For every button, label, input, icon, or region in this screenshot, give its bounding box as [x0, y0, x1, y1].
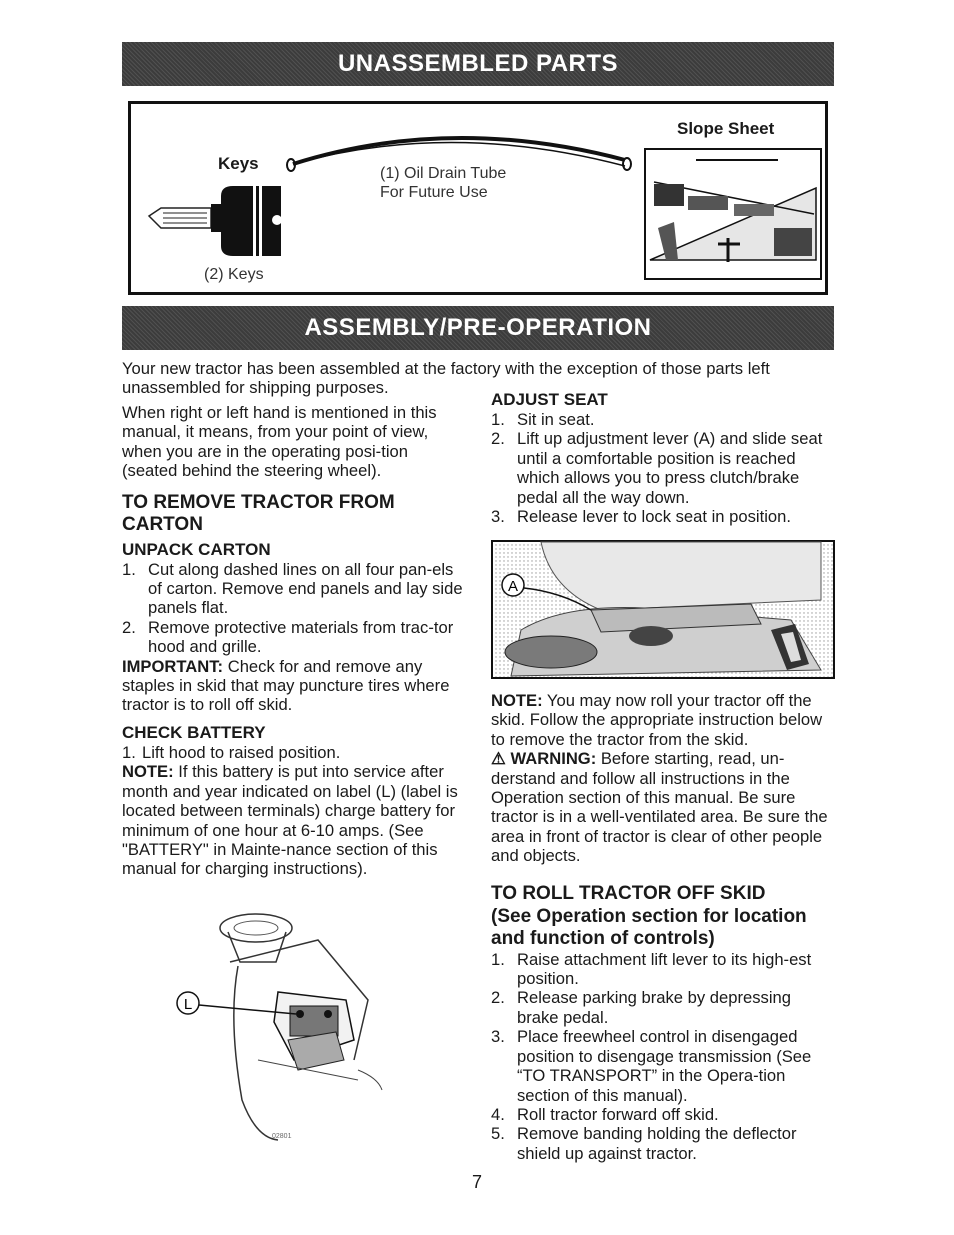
unpack-carton-heading: UNPACK CARTON	[122, 539, 271, 559]
page-number: 7	[471, 1172, 482, 1192]
list-item: 1. Sit in seat.	[491, 410, 595, 429]
list-item: 5. Remove banding holding the deflector shield up against tractor.	[491, 1124, 797, 1163]
adjust-seat-heading: ADJUST SEAT	[491, 390, 608, 409]
right-column	[491, 389, 836, 526]
slope-sheet-illustration	[644, 148, 822, 280]
seat-illustration	[491, 540, 835, 680]
battery-note-paragraph: NOTE: If this battery is put into service after month and year indicated on label (L) (label is located between terminals) charge battery for minimum of one hour at 6-10 amps. (See "BATTERY" in Mainte-nance section of this manual for charging instructions).	[122, 762, 458, 879]
battery-figure-code: 02801	[272, 1133, 292, 1140]
right-column-lower	[491, 691, 836, 1163]
battery-callout-label: L	[183, 996, 193, 1013]
unassembled-parts-banner: UNASSEMBLED PARTS	[122, 42, 834, 86]
assembly-pre-operation-banner: ASSEMBLY/PRE-OPERATION	[122, 306, 834, 350]
slope-sheet-title: Slope Sheet	[677, 119, 775, 138]
keys-title: Keys	[218, 154, 259, 173]
hand-orientation-paragraph: When right or left hand is mentioned in this manual, it means, from your point of view, when you are in the operating posi-tion (seated behind the steering wheel).	[122, 403, 437, 481]
list-item: 4. Roll tractor forward off skid.	[491, 1104, 719, 1124]
list-item: 1. Cut along dashed lines on all four pan-els of carton. Remove end panels and lay side panels flat.	[122, 559, 463, 618]
list-item: 2. Lift up adjustment lever (A) and slide seat until a comfortable position is reached which allows you to press clutch/brake pedal all the way down.	[491, 429, 823, 507]
check-battery-heading: CHECK BATTERY	[122, 722, 266, 742]
unassembled-parts-box	[128, 101, 828, 295]
important-paragraph: IMPORTANT: Check for and remove any staples in skid that may puncture tires where tractor is to roll off skid.	[122, 656, 450, 715]
roll-tractor-heading: TO ROLL TRACTOR OFF SKID	[491, 882, 766, 904]
remove-tractor-heading: TO REMOVE TRACTOR FROM CARTON	[122, 491, 395, 535]
roll-off-note-paragraph: NOTE: You may now roll your tractor off the skid. Follow the appropriate instruction below to remove the tractor from the skid.	[491, 691, 823, 749]
warning-paragraph: ⚠ WARNING: Before starting, read, un-derstand and follow all instructions in the Operation section of this manual. Be sure tractor is in a well-ventilated area. Be sure the area in front of tractor is clear of other people and objects.	[491, 749, 828, 866]
oil-drain-tube-caption: (1) Oil Drain Tube For Future Use	[380, 165, 507, 201]
list-item: 1. Raise attachment lift lever to its high-est position.	[491, 949, 812, 989]
intro-paragraph: Your new tractor has been assembled at the factory with the exception of those parts left unassembled for shipping purposes.	[122, 359, 770, 398]
roll-tractor-subheading: (See Operation section for location and function of controls)	[491, 905, 807, 949]
keys-caption: (2) Keys	[204, 266, 264, 283]
list-item: 2. Release parking brake by depressing brake pedal.	[491, 988, 791, 1027]
list-item: 3. Release lever to lock seat in position.	[491, 507, 791, 527]
battery-illustration	[168, 910, 398, 1145]
list-item: 1. Lift hood to raised position.	[122, 742, 341, 762]
seat-callout-label: A	[507, 578, 519, 595]
key-illustration	[141, 182, 291, 262]
list-item: 3. Place freewheel control in disengaged position to disengage transmission (See “TO TRANSPORT” in the Opera-tion section of this manual).	[491, 1027, 812, 1105]
left-column	[122, 403, 467, 879]
list-item: 2. Remove protective materials from trac-tor hood and grille.	[122, 617, 454, 657]
warning-icon: ⚠	[491, 749, 506, 769]
